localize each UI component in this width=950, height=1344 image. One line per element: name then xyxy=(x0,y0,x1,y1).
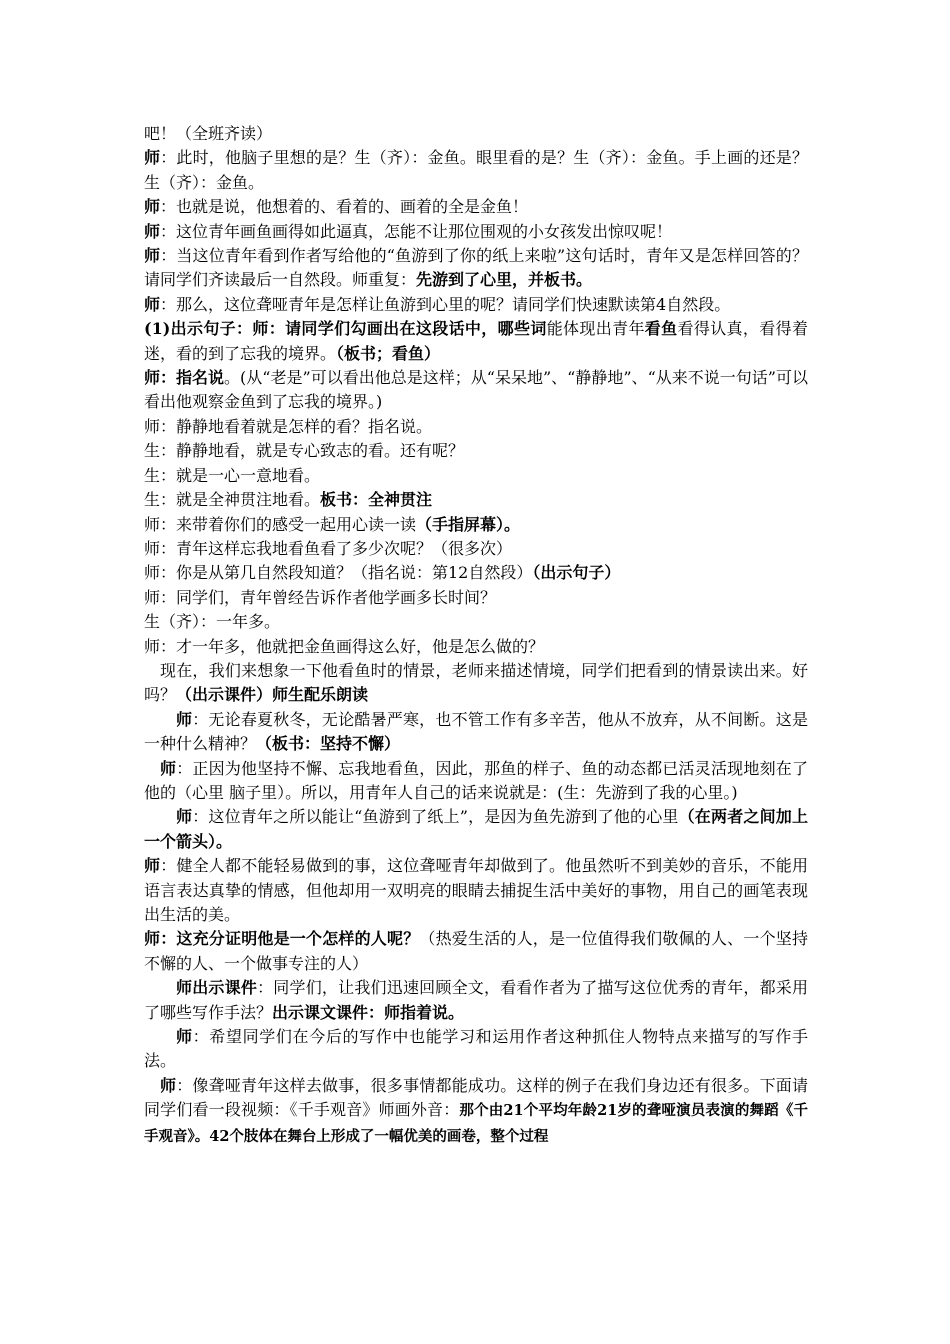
paragraph xyxy=(144,610,808,634)
text-span: ：希望同学们在今后的写作中也能学习和运用作者这种抓住人物特点来描写的写作手法。 xyxy=(144,1027,808,1071)
bold-text: （出示课件）师生配乐朗读 xyxy=(176,685,369,705)
text-span: 师：同学们，青年曾经告诉作者他学画多长时间？ xyxy=(144,587,497,607)
paragraph xyxy=(144,146,808,195)
bold-text: 师：这充分证明他是一个怎样的人呢？ xyxy=(144,929,420,949)
paragraph xyxy=(144,586,808,610)
text-span: 能体现出青年 xyxy=(546,319,645,339)
paragraph xyxy=(144,439,808,463)
text-span: ：这位青年之所以能让“鱼游到了纸上”，是因为鱼先游到了他的心里 xyxy=(192,807,679,827)
text-span: 生：静静地看，就是专心致志的看。还有呢？ xyxy=(144,441,465,461)
text-span: ：也就是说，他想着的、看着的、画着的全是金鱼！ xyxy=(160,197,529,217)
paragraph xyxy=(144,415,808,439)
text-span: ：无论春夏秋冬，无论酷暑严寒，也不管工作有多辛苦，他从不放弃，从不间断。这是一种什么精神？ xyxy=(144,709,808,754)
text-span: ：同学们，让我们迅速回顾全文，看看作者为了描写这位优秀的青年，都采用了哪些写作手法？ xyxy=(144,978,808,1022)
text-span: 师：静静地看着就是怎样的看？指名说。 xyxy=(144,416,433,436)
text-span: ：当这位青年看到作者写给他的“鱼游到了你的纸上来啦”这句话时，青年又是怎样回答的？请同学们齐读最后一自然段。师重复： xyxy=(144,246,808,290)
text-span: 师：才一年多，他就把金鱼画得这么好，他是怎么做的？ xyxy=(144,636,545,656)
text-span: ：像聋哑青年这样去做事，很多事情都能成功。这样的例子在我们身边还有很多。下面请同学们看一段视频：《千手观音》师画外音： xyxy=(144,1075,808,1120)
bold-text: 师 xyxy=(144,294,161,314)
bold-text: 师 xyxy=(144,197,161,217)
text-span: 吧！（全班齐读） xyxy=(144,124,273,143)
bold-text: 先游到了心里，并板书。 xyxy=(416,270,593,290)
paragraph xyxy=(144,659,808,708)
bold-text: 师 xyxy=(176,709,193,729)
bold-text: 板书：全神贯注 xyxy=(320,490,433,510)
paragraph xyxy=(144,366,808,415)
bold-text: 师 xyxy=(160,758,177,778)
bold-text: （板书；看鱼） xyxy=(336,343,441,363)
paragraph xyxy=(144,293,808,317)
paragraph xyxy=(144,464,808,488)
paragraph xyxy=(144,805,808,854)
text-span: 看得认真，看得着迷，看的到了忘我的境界。 xyxy=(144,319,808,363)
bold-text: 师：指名说 xyxy=(144,368,225,388)
text-span: ：此时，他脑子里想的是？生（齐）：金鱼。眼里看的是？生（齐）：金鱼。手上画的还是？生（齐）：金鱼。 xyxy=(144,148,808,192)
bold-text: 师 xyxy=(144,148,161,168)
bold-text: 出示课文课件：师指着说。 xyxy=(272,1002,465,1022)
paragraph xyxy=(144,1074,808,1149)
paragraph xyxy=(144,220,808,244)
bold-text: (1)出示句子：师：请同学们勾画出在这段话中，哪些词 xyxy=(144,319,547,339)
paragraph xyxy=(144,708,808,757)
bold-text: （手指屏幕）。 xyxy=(416,514,521,534)
bold-text: 看鱼 xyxy=(644,319,678,339)
paragraph xyxy=(144,244,808,293)
paragraph xyxy=(144,488,808,512)
document-page xyxy=(144,122,808,1149)
bold-text: 师 xyxy=(176,1027,193,1047)
paragraph xyxy=(144,513,808,537)
bold-text: （板书：坚持不懈） xyxy=(256,734,401,754)
text-span: ：健全人都不能轻易做到的事，这位聋哑青年却做到了。他虽然听不到美妙的音乐，不能用语言表达真挚的情感，但他却用一双明亮的眼睛去捕捉生活中美好的事物，用自己的画笔表现出生活的美。 xyxy=(144,856,808,924)
text-span: 师：青年这样忘我地看鱼看了多少次呢？（很多次） xyxy=(144,538,513,558)
paragraph xyxy=(144,927,808,976)
paragraph xyxy=(144,317,808,366)
bold-text: 师 xyxy=(144,221,161,241)
text-span: 师：你是从第几自然段知道？（指名说：第12自然段） xyxy=(144,563,533,583)
paragraph xyxy=(144,635,808,659)
text-span: ：这位青年画鱼画得如此逼真，怎能不让那位围观的小女孩发出惊叹呢！ xyxy=(160,221,673,241)
paragraph xyxy=(144,537,808,561)
bold-text: 师 xyxy=(160,1075,177,1095)
bold-text: 那个由21个平均年龄21岁的聋哑演员表演的舞蹈《千手观音》。42个肢体在舞台上形成了一幅优美的画卷，整个过程 xyxy=(144,1102,808,1145)
paragraph xyxy=(144,195,808,219)
text-span: 生（齐）：一年多。 xyxy=(144,612,281,632)
paragraph xyxy=(144,1025,808,1074)
bold-text: （出示句子） xyxy=(532,563,621,583)
text-span: （热爱生活的人，是一位值得我们敬佩的人、一个坚持不懈的人、一个做事专注的人） xyxy=(144,929,808,973)
text-span: 师：来带着你们的感受一起用心读一读 xyxy=(144,514,417,534)
text-span: 生：就是全神贯注地看。 xyxy=(144,490,321,510)
text-span: ：那么，这位聋哑青年是怎样让鱼游到心里的呢？请同学们快速默读第4自然段。 xyxy=(160,294,731,314)
bold-text: 师 xyxy=(176,807,193,827)
text-span: 现在，我们来想象一下他看鱼时的情景，老师来描述情境，同学们把看到的情景读出来。好吗？ xyxy=(144,660,808,705)
paragraph xyxy=(144,854,808,927)
paragraph xyxy=(144,757,808,806)
text-span: 。(从“老是”可以看出他总是这样；从“呆呆地”、“静静地”、“从来不说一句话”可以看出他观察金鱼到了忘我的境界。) xyxy=(144,368,808,412)
bold-text: 师 xyxy=(144,246,161,266)
bold-text: 师 xyxy=(144,856,161,876)
paragraph xyxy=(144,976,808,1025)
paragraph xyxy=(144,122,808,146)
text-span: ：正因为他坚持不懈、忘我地看鱼，因此，那鱼的样子、鱼的动态都已活灵活现地刻在了他的（心里 脑子里）。所以，用青年人自己的话来说就是：(生：先游到了我的心里。) xyxy=(144,758,808,802)
bold-text: （在两者之间加上一个箭头）。 xyxy=(144,807,808,851)
bold-text: 师出示课件 xyxy=(176,978,258,998)
paragraph xyxy=(144,561,808,585)
text-span: 生：就是一心一意地看。 xyxy=(144,465,321,485)
